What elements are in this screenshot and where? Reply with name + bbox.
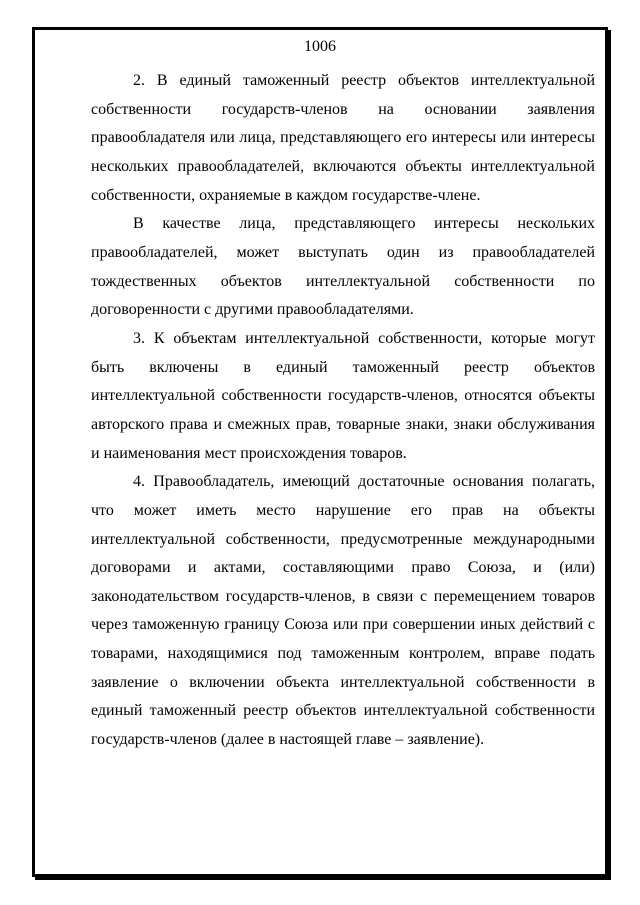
paragraph-1: 2. В единый таможенный реестр объектов интеллектуальной собственности государств-членов на основании заявления правообладателя или лица, представляющего его интересы или интересы нескольких правообладателей, включаются объекты интеллектуальной собственности, охраняемые в каждом государстве-члене. bbox=[91, 72, 595, 204]
document-body bbox=[91, 67, 595, 755]
paragraph-2: В качестве лица, представляющего интересы нескольких правообладателей, может выступать один из правообладателей тождественных объектов интеллектуальной собственности по договоренности с другими правообладателями. bbox=[91, 215, 595, 319]
paragraph-3: 3. К объектам интеллектуальной собственности, которые могут быть включены в единый таможенный реестр объектов интеллектуальной собственности государств-членов, относятся объекты авторского права и смежных прав, товарные знаки, знаки обслуживания и наименования мест происхождения товаров. bbox=[91, 329, 595, 462]
page-number: 1006 bbox=[304, 38, 336, 55]
paragraph-4: 4. Правообладатель, имеющий достаточные основания полагать, что может иметь место нарушение его прав на объекты интеллектуальной собственности, предусмотренные международными договорами и актами, составляющими право Союза, и (или) законодательством государств-членов, в связи с перемещением товаров через таможенную границу Союза или при совершении иных действий с товарами, находящимися под таможенным контролем, вправе подать заявление о включении объекта интеллектуальной собственности в единый таможенный реестр объектов интеллектуальной собственности государств-членов (далее в настоящей главе – заявление). bbox=[91, 473, 595, 749]
